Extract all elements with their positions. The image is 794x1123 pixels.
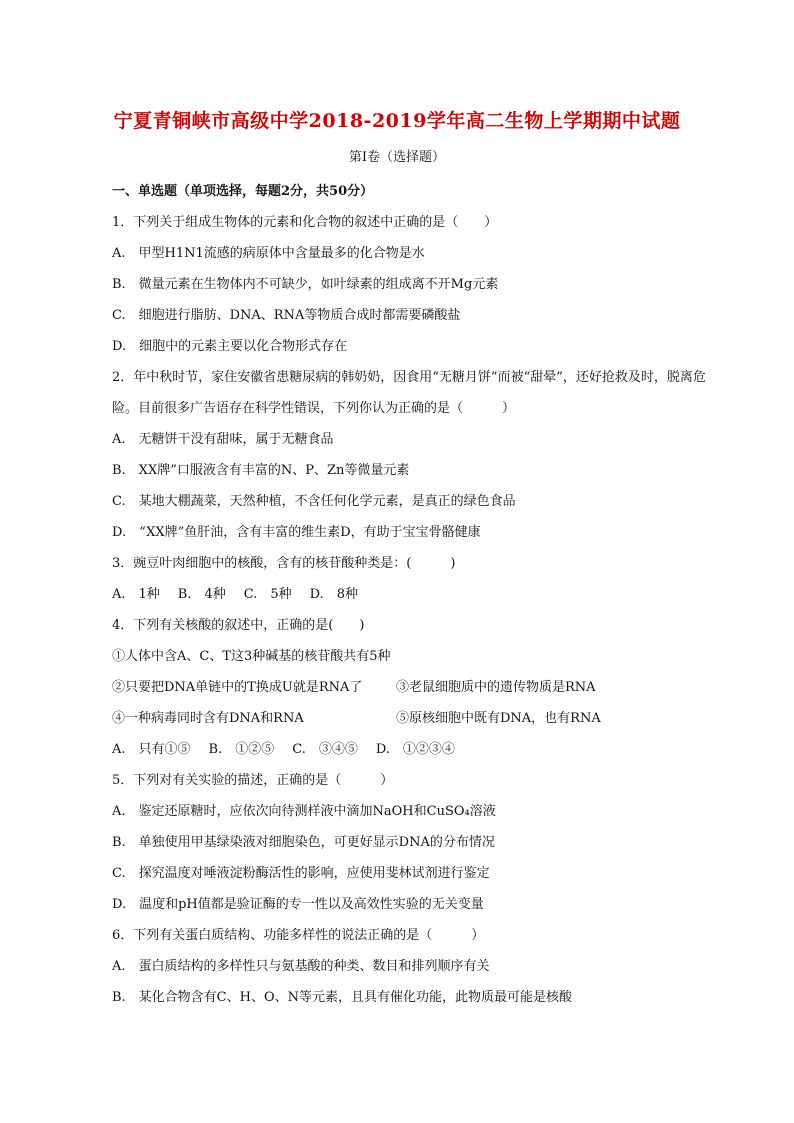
option-b: B. ①②⑤ [208,742,275,757]
option-c: C. 探究温度对唾液淀粉酶活性的影响，应使用斐林试剂进行鉴定 [112,866,490,881]
inline-options [112,734,712,765]
option-b: B. 4种 [177,587,226,602]
question-stem: 3．豌豆叶肉细胞中的核酸，含有的核苷酸种类是：( ) [112,556,456,571]
option-a: A. 鉴定还原糖时，应依次向待测样液中滴加NaOH和CuSO₄溶液 [112,804,496,819]
section-heading: 一、单选题（单项选择，每题2分，共50分） [112,184,374,199]
option-a: A. 蛋白质结构的多样性只与氨基酸的种类、数目和排列顺序有关 [112,959,490,974]
statement-row [112,672,712,703]
option-b: B. XX牌”口服液含有丰富的N、P、Zn等微量元素 [112,463,410,478]
option-d: D. “XX牌”鱼肝油，含有丰富的维生素D，有助于宝宝骨骼健康 [112,525,481,540]
option-c: C. 细胞进行脂肪、DNA、RNA等物质合成时都需要磷酸盐 [112,308,461,323]
option-c: C. 某地大棚蔬菜，天然种植，不含任何化学元素，是真正的绿色食品 [112,494,516,509]
option-c: C. ③④⑤ [292,742,358,757]
question-stem: 1．下列关于组成生物体的元素和化合物的叙述中正确的是（ ） [112,215,498,230]
option-d: D. 8种 [309,587,359,602]
option-a: A. 只有①⑤ [112,742,191,757]
option-d: D. 温度和pH值都是验证酶的专一性以及高效性实验的无关变量 [112,897,484,912]
option-c: C. 5种 [243,587,292,602]
option-a: A. 1种 [112,587,160,602]
option-a: A. 无糖饼干没有甜味，属于无糖食品 [112,432,334,447]
question-stem: 6．下列有关蛋白质结构、功能多样性的说法正确的是（ ） [112,928,485,943]
question-stem: 2．年中秋时节，家住安徽省患糖尿病的韩奶奶，因食用“无糖月饼”而被“甜晕”，还好抢救及时，脱离危险。目前很多广告语存在科学性错误，下列你认为正确的是（ ） [112,370,706,416]
question-stem: 5．下列对有关实验的描述，正确的是（ ） [112,773,394,788]
document-subtitle: 第Ⅰ卷（选择题） [348,150,446,165]
document-title: 宁夏青铜峡市高级中学2018-2019学年高二生物上学期期中试题 [113,110,681,132]
statement-4: ④一种病毒同时含有DNA和RNA [112,711,304,726]
option-d: D. ①②③④ [375,742,455,757]
statement-5: ⑤原核细胞中既有DNA，也有RNA [396,711,601,726]
statement-2: ②只要把DNA单链中的T换成U就是RNA了 [112,680,363,695]
statement-3: ③老鼠细胞质中的遗传物质是RNA [396,680,596,695]
question-stem: 4．下列有关核酸的叙述中，正确的是( ) [112,618,365,633]
option-a: A. 甲型H1N1流感的病原体中含量最多的化合物是水 [112,246,425,261]
option-b: B. 某化合物含有C、H、O、N等元素，且具有催化功能，此物质最可能是核酸 [112,990,573,1005]
option-b: B. 微量元素在生物体内不可缺少，如叶绿素的组成离不开Mg元素 [112,277,499,292]
inline-options [112,579,712,610]
statement-row [112,703,712,734]
question-list [112,176,712,1013]
statement-1: ①人体中含A、C、T这3种碱基的核苷酸共有5种 [112,649,391,664]
option-d: D. 细胞中的元素主要以化合物形式存在 [112,339,348,354]
option-b: B. 单独使用甲基绿染液对细胞染色，可更好显示DNA的分布情况 [112,835,495,850]
